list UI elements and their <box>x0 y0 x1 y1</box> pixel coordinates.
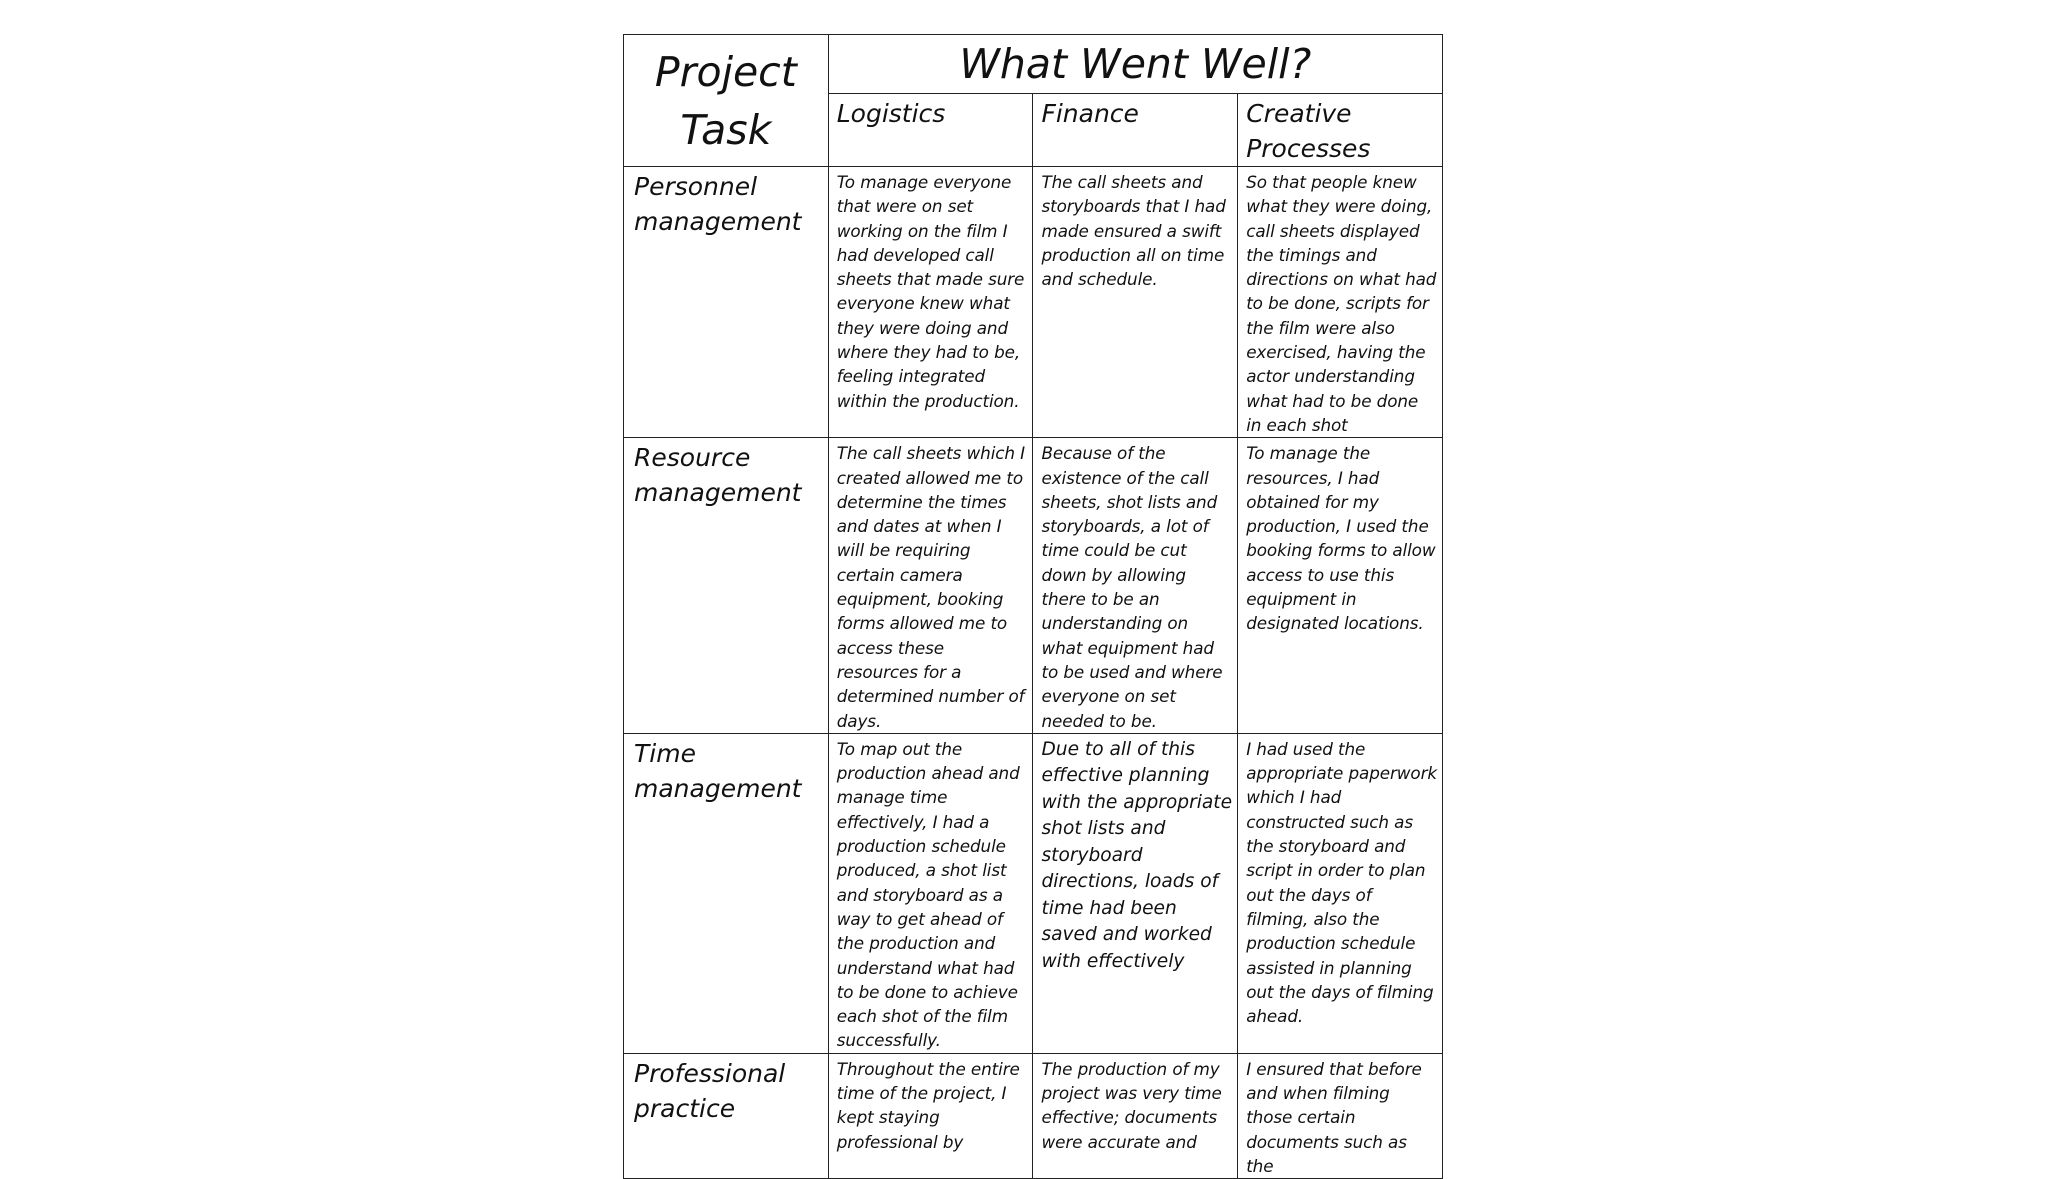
row-label-line1: Time <box>634 738 696 768</box>
table-row <box>624 733 1443 1053</box>
row-label-line2: management <box>634 773 802 803</box>
row-label-line2: management <box>634 207 802 236</box>
row-label-line2: management <box>634 478 802 508</box>
cell-professional-finance: The production of my project was very time effective; documents were accurate and <box>1033 1053 1238 1178</box>
cell-time-creative: I had used the appropriate paperwork which I had constructed such as the storyboard and script in order to plan out the days of filming, also the production schedule assisted in planning out the days of filming ahead. <box>1238 733 1443 1053</box>
header-row <box>624 35 1443 94</box>
cell-personnel-logistics: To manage everyone that were on set working on the film I had developed call sheets that made sure everyone knew what they were doing and where they had to be, feeling integrated within the production. <box>828 167 1033 438</box>
column-header-creative-processes: Creative Processes <box>1238 94 1443 167</box>
table-row <box>624 1053 1443 1178</box>
row-label-time <box>624 733 829 1053</box>
table-title: What Went Well? <box>828 35 1442 94</box>
row-label-resource <box>624 438 829 734</box>
cell-personnel-creative: So that people knew what they were doing, call sheets displayed the timings and directions on what had to be done, scripts for the film were also exercised, having the actor understanding what had to be done in each shot <box>1238 167 1443 438</box>
row-label-professional <box>624 1053 829 1178</box>
cell-resource-logistics: The call sheets which I created allowed me to determine the times and dates at when I will be requiring certain camera equipment, booking forms allowed me to access these resources for a determined number of days. <box>828 438 1033 734</box>
cell-time-logistics: To map out the production ahead and manage time effectively, I had a production schedule produced, a shot list and storyboard as a way to get ahead of the production and understand what had to be done to achieve each shot of the film successfully. <box>828 733 1033 1053</box>
cell-professional-creative: I ensured that before and when filming those certain documents such as the <box>1238 1053 1443 1178</box>
row-label-line2: practice <box>634 1093 736 1123</box>
row-label-line1: Professional <box>634 1058 786 1088</box>
evaluation-table <box>623 34 1443 1179</box>
cell-professional-logistics: Throughout the entire time of the project, I kept staying professional by <box>828 1053 1033 1178</box>
cell-resource-creative: To manage the resources, I had obtained for my production, I used the booking forms to allow access to use this equipment in designated locations. <box>1238 438 1443 734</box>
project-task-line2: Task <box>680 105 772 154</box>
wwww-document <box>623 34 1445 1176</box>
cell-time-finance: Due to all of this effective planning with the appropriate shot lists and storyboard directions, loads of time had been saved and worked with effectively <box>1033 733 1238 1053</box>
row-label-line1: Resource <box>634 443 751 473</box>
row-label-line1: Personnel <box>634 172 758 201</box>
cell-personnel-finance: The call sheets and storyboards that I had made ensured a swift production all on time and schedule. <box>1033 167 1238 438</box>
table-row <box>624 167 1443 438</box>
row-label-personnel <box>624 167 829 438</box>
project-task-header <box>624 35 829 167</box>
column-header-finance: Finance <box>1033 94 1238 167</box>
project-task-line1: Project <box>654 47 797 96</box>
cell-resource-finance: Because of the existence of the call sheets, shot lists and storyboards, a lot of time could be cut down by allowing there to be an understanding on what equipment had to be used and where everyone on set needed to be. <box>1033 438 1238 734</box>
column-header-logistics: Logistics <box>828 94 1033 167</box>
table-row <box>624 438 1443 734</box>
